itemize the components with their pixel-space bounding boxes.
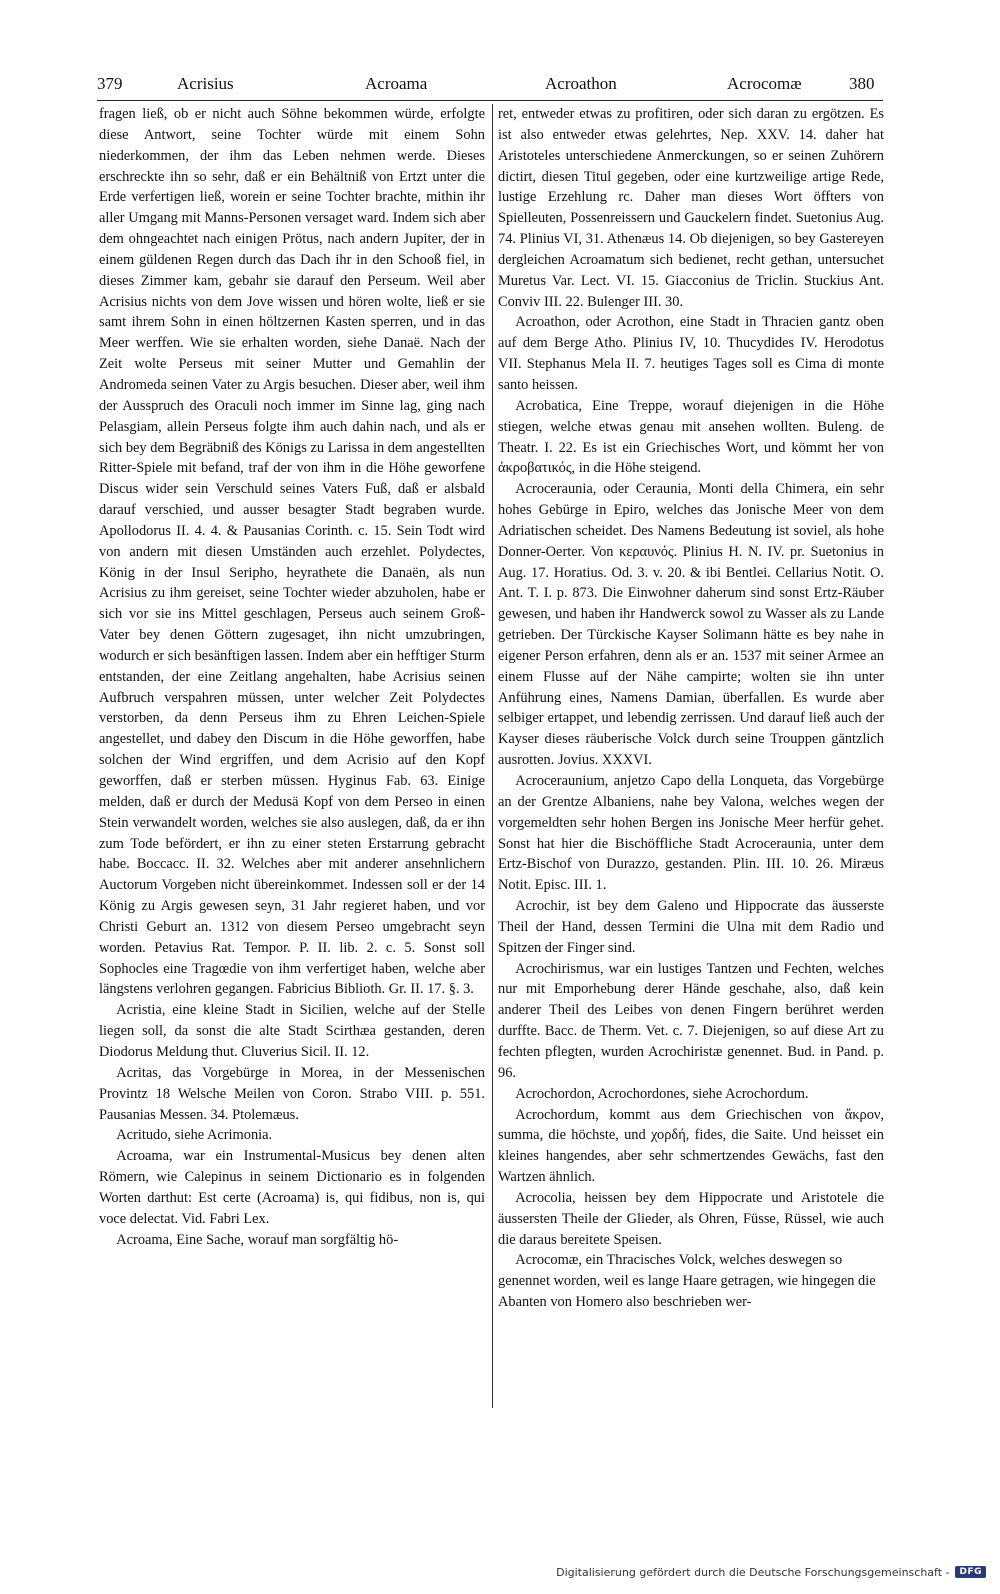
entry-acrochordum: Acrochordum, kommt aus dem Griechischen von ἄκρον, summa, die höchste, und χορδή, fides, die Saite. Und heisset ein kleines hangendes, aber sehr schmertzendes Gewächs, fast den Wartzen ähnlich. xyxy=(498,1106,884,1186)
entry-acrocomae: Acrocomæ, ein Thracisches Volck, welches deswegen so genennet worden, weil es lange Haare getragen, wie hingegen die Abanten von Homero also beschrieben wer- xyxy=(498,1252,876,1311)
entry-acroceraunia: Acroceraunia, oder Ceraunia, Monti della Chimera, ein sehr hohes Gebürge in Epiro, welches das Jonische Meer von dem Adriatischen scheidet. Des Namens Bedeutung ist soviel, als hohe Donner-Oerter. Von κεραυνός. Plinius H. N. IV. pr. Suetonius in Aug. 17. Horatius. Od. 3. v. 20. & ibi Bentlei. Cellarius Notit. O. Ant. T. I. p. 873. Die Einwohner daherum sind sonst Ertz-Räuber gewesen, und haben ihr Handwerck sowol zu Wasser als zu Lande getrieben. Der Türckische Kayser Solimann hätte es bey nahe in eigener Person erfahren, denn als er an. 1537 mit seiner Armee an einem Flusse auf der Nähe campirte; wolten sie ihn unter Anführung eines, Namens Damian, überfallen. Es wurde aber selbiger ertappet, und lebendig zerrissen. Und darauf ließ auch der Kayser dieses räuberische Volck durch seine Trouppen gäntzlich ausrotten. Jovius. XXXVI. xyxy=(498,481,884,769)
header-keyword-2: Acroama xyxy=(365,74,428,93)
header-keyword-1: Acrisius xyxy=(177,74,234,93)
paragraph-acroama-cont: ret, entweder etwas zu profitiren, oder sich daran zu ergötzen. Es ist also entweder etwas gelehrtes, Nep. XXV. 14. daher hat Aristoteles unterschiedene Anmerckungen, so er seinen Zuhörern dictirt, diesen Titul gegeben, oder eine kurtzweilige artige Rede, lustige Erzehlung rc. Daher man dieses Wort öffters von Spielleuten, Possenreissern und Gauckelern findet. Suetonius Aug. 74. Plinius VI, 31. Athenæus 14. Ob diejenigen, so bey Gastereyen dergleichen Acroamatum sich bedienet, recht gethan, untersuchet Muretus Var. Lect. VI. 15. Giacconius de Triclin. Stuckius Ant. Conviv III. 22. Bulenger III. 30. xyxy=(498,106,884,310)
header-rule xyxy=(97,100,883,101)
entry-acroathon: Acroathon, oder Acrothon, eine Stadt in Thracien gantz oben auf dem Berge Atho. Plinius IV, 10. Thucydides IV. Herodotus VII. Stephanus Mela II. 7. heutiges Tages soll es Cima di monte santo heissen. xyxy=(498,314,884,393)
left-column xyxy=(99,104,485,1250)
entry-acristia: Acristia, eine kleine Stadt in Sicilien, welche auf der Stelle liegen soll, da sonst die alte Stadt Scirthæa gestanden, deren Diodorus Meldung thut. Cluverius Sicil. II. 12. xyxy=(99,1002,485,1060)
footer-text: Digitalisierung gefördert durch die Deutsche Forschungsgemeinschaft - xyxy=(556,1565,950,1579)
entry-acrochirismus: Acrochirismus, war ein lustiges Tantzen und Fechten, welches nur mit Emporhebung derer Hände geschahe, also, daß kein anderer Theil des Leibes von denen Fingern berühret werden durffte. Bacc. de Therm. Vet. c. 7. Diejenigen, so auf diese Art zu fechten pflegten, wurden Acrochiristæ genennet. Bud. in Pand. p. 96. xyxy=(498,960,884,1081)
entry-acritudo: Acritudo, siehe Acrimonia. xyxy=(116,1127,273,1144)
page-number-left: 379 xyxy=(97,74,123,93)
entry-acroama-2: Acroama, Eine Sache, worauf man sorgfältig hö- xyxy=(116,1231,399,1248)
page-number-right: 380 xyxy=(849,74,875,93)
entry-acroceraunium: Acroceraunium, anjetzo Capo della Lonqueta, das Vorgebürge an der Grentze Albaniens, nahe bey Valona, welches wegen der vorgemeldten sehr hohen Bergen ins Jonische Meer herfür gehet. Sonst hat hier die Bischöffliche Stadt Acroceraunia, unter dem Ertz-Bischof von Durazzo, gestanden. Plin. III. 10. 26. Miræus Notit. Episc. III. 1. xyxy=(498,773,884,894)
entry-acrocolia: Acrocolia, heissen bey dem Hippocrate und Aristotele die äussersten Theile der Glieder, als Ohren, Füsse, Rüssel, wie auch die daraus bereitete Speisen. xyxy=(498,1189,884,1248)
right-column xyxy=(498,104,884,1313)
column-divider xyxy=(492,104,493,1408)
header-keyword-4: Acrocomæ xyxy=(727,74,802,93)
page-header xyxy=(97,74,883,100)
paragraph-acrisius-cont: fragen ließ, ob er nicht auch Söhne bekommen würde, erfolgte diese Antwort, seine Tochter würde mit einem Sohn niederkommen, der ihm das Leben nehmen werde. Dieses erschreckte ihn so sehr, daß er ein Behältniß von Ertzt unter die Erde verfertigen ließ, worein er seine Tochter brachte, mithin ihr aller Umgang mit Manns-Personen versaget ward. Indem sich aber dem ohngeachtet nach einigen Prötus, nach andern Jupiter, der in einem güldenen Regen durch das Dach ihr in den Schooß fiel, in dieses Zimmer kam, gebahr sie darauf den Perseum. Weil aber Acrisius nichts von dem Jove wissen und hören wolte, ließ er sie samt ihrem Sohn in einen höltzernen Kasten sperren, und in das Meer werffen. Wie sie erhalten worden, siehe Danaë. Nach der Zeit wolte Perseus mit seiner Mutter und Gemahlin der Andromeda seinen Vater zu Argis besuchen. Dieser aber, weil ihm der Ausspruch des Oraculi noch immer im Sinne lag, ging nach Pelasgiam, allein Perseus folgte ihm auch dahin nach, und als er sich bey dem Begräbniß des Königs zu Larissa in dem angestellten Ritter-Spiele mit befand, traf der von ihm in die Höhe geworfene Discus wider sein Verschuld seines Vaters Fuß, daß er alsbald darauf verschied, und ausser besagter Stadt begraben wurde. Apollodorus II. 4. 4. & Pausanias Corinth. c. 15. Sein Todt wird von andern mit diesen Umständen auch erzehlet. Polydectes, König in der Insul Seripho, heyrathete die Danaën, als nun Acrisius zu ihm gereiset, seine Tochter wieder abzuholen, habe er sich vor sie ins Mittel geschlagen, Perseus auch seinem Groß-Vater bey denen Göttern zugesaget, ihn nicht umzubringen, wodurch er sich besänftigen lassen. Indem aber ein hefftiger Sturm entstanden, der eine Zeitlang angehalten, habe Acrisius seinen Aufbruch verspahren müssen, unter welcher Zeit Polydectes verstorben, da denn Perseus ihm zu Ehren Leichen-Spiele angestellet, und dabey den Discum in die Höhe geworffen, habe solchen der Wind ergriffen, und dem Acrisio auf den Kopf geworffen, daß er sterben müssen. Hyginus Fab. 63. Einige melden, daß er durch der Medusä Kopf von dem Perseo in einen Stein verwandelt worden, welches sie also auslegen, daß, da er ihn zum Tode befördert, er ihn zu einer steten Erstarrung gebracht habe. Boccacc. II. 32. Welches aber mit anderer ansehnlichern Auctorum Vorgeben nicht übereinkommet. Indessen soll er der 14 König zu Argis gewesen seyn, 31 Jahr regieret haben, und vor Christi Geburt an. 1312 von diesem Perseo umgebracht seyn worden. Petavius Rat. Tempor. P. II. lib. 2. c. 5. Sonst soll Sophocles eine Tragœdie von ihm verfertiget haben, welche aber längstens verlohren gegangen. Fabricius Biblioth. Gr. II. 17. §. 3. xyxy=(99,106,485,998)
entry-acrochordon: Acrochordon, Acrochordones, siehe Acrochordum. xyxy=(515,1085,809,1102)
entry-acrochir: Acrochir, ist bey dem Galeno und Hippocrate das äusserste Theil der Hand, dessen Termini die Ulna mit dem Radio und Spitzen der Finger sind. xyxy=(498,898,884,956)
dfg-logo: DFG xyxy=(955,1566,986,1578)
header-keyword-3: Acroathon xyxy=(545,74,617,93)
entry-acroama-1: Acroama, war ein Instrumental-Musicus bey denen alten Römern, wie Calepinus in seinem Dictionario es in folgenden Worten darthut: Est certe (Acroama) is, qui fidibus, non is, qui voce delectat. Vid. Fabri Lex. xyxy=(99,1148,485,1227)
footer-credit xyxy=(556,1564,986,1580)
entry-acrobatica: Acrobatica, Eine Treppe, worauf diejenigen in die Höhe stiegen, welche etwas genau mit ansehen wollten. Buleng. de Theatr. I. 22. Es ist ein Griechisches Wort, und kömmt her von ἀκροβατικός, in die Höhe steigend. xyxy=(498,397,884,477)
entry-acritas: Acritas, das Vorgebürge in Morea, in der Messenischen Provintz 18 Welsche Meilen von Coron. Strabo VIII. p. 551. Pausanias Messen. 34. Ptolemæus. xyxy=(99,1064,485,1123)
